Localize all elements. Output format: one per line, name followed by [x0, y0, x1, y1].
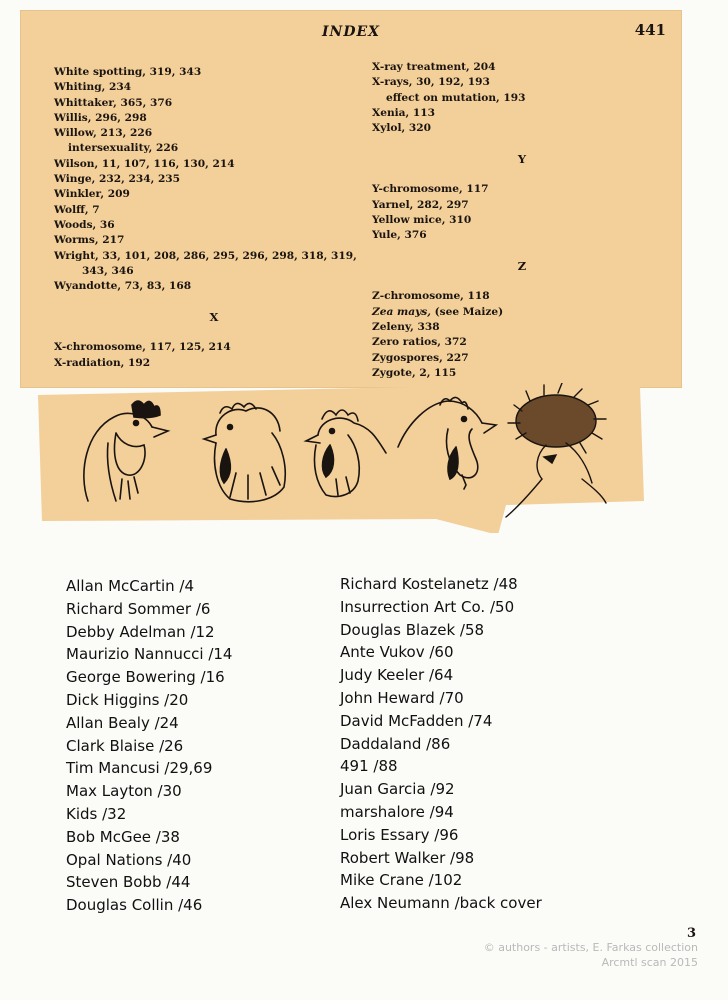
index-entry: 343, 346 [82, 264, 134, 277]
index-entry: X-ray treatment, 204 [372, 61, 496, 73]
index-spacer [54, 294, 374, 309]
index-subentry: effect on mutation, 193 [386, 91, 526, 104]
index-title: INDEX [321, 24, 381, 40]
index-spacer [372, 136, 672, 151]
contents-entry: David McFadden /74 [340, 711, 493, 730]
index-left-column [54, 65, 374, 371]
index-entry: X-rays, 30, 192, 193 [372, 76, 490, 89]
index-entry: Zygospores, 227 [372, 351, 469, 364]
contents-entry: Douglas Collin /46 [66, 896, 203, 915]
index-entry: Winkler, 209 [54, 188, 130, 201]
index-entry: Yellow mice, 310 [372, 213, 472, 226]
index-entry: Willow, 213, 226 [54, 127, 153, 140]
index-entry: Willis, 296, 298 [54, 111, 147, 124]
index-entry: Whittaker, 365, 376 [54, 96, 173, 109]
contents-entry: Robert Walker /98 [340, 848, 475, 867]
index-entry: Yule, 376 [372, 229, 427, 242]
rooster-heads-illustration [36, 383, 646, 533]
contents-entry: Bob McGee /38 [66, 827, 180, 846]
index-spacer [372, 274, 672, 289]
contents-entry: John Heward /70 [340, 688, 464, 707]
index-entry: Winge, 232, 234, 235 [54, 173, 181, 186]
contents-entry: Max Layton /30 [66, 782, 182, 801]
index-entry: Y-chromosome, 117 [372, 183, 489, 196]
index-spacer [372, 244, 672, 259]
contents-entry: Steven Bobb /44 [66, 873, 191, 892]
index-entry: Xenia, 113 [372, 106, 436, 119]
contents-entry: Allan McCartin /4 [66, 577, 195, 595]
index-entry: White spotting, 319, 343 [54, 66, 202, 78]
scan-credit [484, 940, 698, 970]
index-subentry: intersexuality, 226 [68, 142, 179, 155]
contents-entry: Loris Essary /96 [340, 825, 459, 844]
contents-entry: Debby Adelman /12 [66, 622, 215, 641]
contents-entry: Douglas Blazek /58 [340, 620, 485, 639]
index-section-letter: Y [517, 151, 527, 166]
contents-entry: Kids /32 [66, 804, 127, 823]
index-entry: Wolff, 7 [54, 203, 100, 216]
contents-entry: marshalore /94 [340, 802, 454, 821]
index-entry: Worms, 217 [54, 234, 125, 247]
contents-entry: Insurrection Art Co. /50 [340, 597, 515, 616]
contents-entry: 491 /88 [340, 757, 398, 776]
index-entry: X-radiation, 192 [54, 356, 151, 369]
contents-entry: George Bowering /16 [66, 668, 225, 687]
contents-entry: Mike Crane /102 [340, 871, 463, 890]
index-clipping [20, 10, 682, 388]
credit-line-1: © authors - artists, E. Farkas collection [483, 941, 698, 954]
contents-entry: Juan Garcia /92 [340, 780, 455, 799]
contents-entry: Daddaland /86 [340, 734, 451, 753]
page-folio: 3 [686, 926, 696, 941]
index-entry: Wright, 33, 101, 208, 286, 295, 296, 298, 318, 319, [54, 249, 357, 262]
contents-entry: Allan Bealy /24 [66, 713, 179, 732]
index-entry: Wilson, 11, 107, 116, 130, 214 [54, 157, 235, 170]
index-spacer [372, 167, 672, 182]
index-right-column [372, 60, 672, 381]
table-of-contents-right [340, 573, 542, 915]
index-entry: Zero ratios, 372 [372, 336, 467, 349]
index-entry: Zeleny, 338 [372, 321, 440, 334]
index-entry-rest: (see Maize) [430, 305, 504, 318]
rooster-heads-clipping [36, 383, 646, 533]
index-section-letter: Z [517, 258, 527, 273]
contents-entry: Alex Neumann /back cover [340, 894, 542, 913]
index-entry: Whiting, 234 [54, 81, 132, 94]
index-entry: Z-chromosome, 118 [372, 290, 490, 303]
contents-entry: Maurizio Nannucci /14 [66, 645, 233, 664]
index-entry-italic: Zea mays, [372, 305, 431, 318]
index-entry [372, 305, 672, 320]
index-page-number: 441 [634, 21, 666, 39]
index-entry: Wyandotte, 73, 83, 168 [54, 280, 192, 293]
contents-entry: Opal Nations /40 [66, 850, 192, 869]
index-entry: Woods, 36 [54, 218, 115, 231]
contents-entry: Richard Sommer /6 [66, 599, 211, 618]
index-entry: Yarnel, 282, 297 [372, 198, 469, 211]
contents-entry: Ante Vukov /60 [340, 643, 454, 662]
table-of-contents-left [66, 575, 232, 917]
index-entry: X-chromosome, 117, 125, 214 [54, 341, 231, 354]
index-section-letter: X [209, 309, 219, 324]
contents-entry: Richard Kostelanetz /48 [340, 575, 518, 593]
index-spacer [54, 325, 374, 340]
contents-entry: Tim Mancusi /29,69 [66, 759, 213, 778]
contents-entry: Judy Keeler /64 [340, 666, 454, 685]
index-entry: Zygote, 2, 115 [372, 366, 457, 379]
contents-entry: Clark Blaise /26 [66, 736, 184, 755]
index-entry: Xylol, 320 [372, 122, 431, 135]
contents-entry: Dick Higgins /20 [66, 690, 189, 709]
credit-line-2: Arcmtl scan 2015 [601, 956, 698, 969]
